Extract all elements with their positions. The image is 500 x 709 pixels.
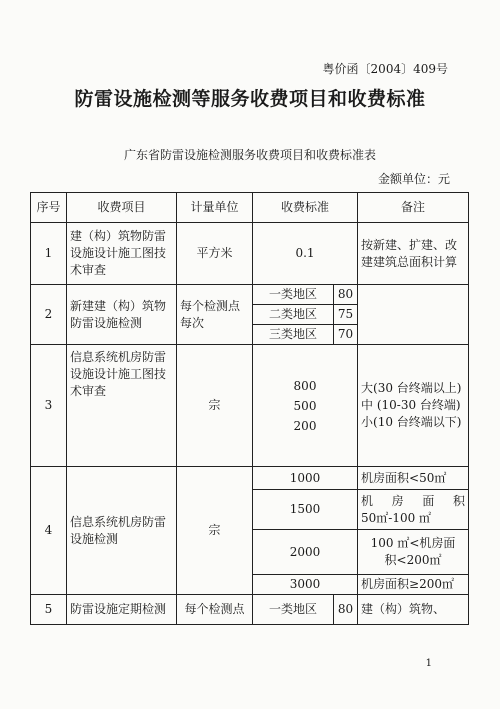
row-no: 2 bbox=[31, 285, 67, 345]
region-class-value: 75 bbox=[334, 305, 358, 325]
header-standard: 收费标准 bbox=[253, 193, 358, 223]
tier-value: 3000 bbox=[253, 575, 358, 595]
row-unit: 宗 bbox=[177, 345, 253, 467]
region-class-label: 一类地区 bbox=[253, 595, 334, 625]
region-class-value: 80 bbox=[334, 595, 358, 625]
row-no: 4 bbox=[31, 467, 67, 595]
row-item: 新建建（构）筑物防雷设施检测 bbox=[67, 285, 177, 345]
row-standard bbox=[253, 345, 358, 467]
row-standard: 0.1 bbox=[253, 223, 358, 285]
region-class-label: 二类地区 bbox=[253, 305, 334, 325]
row-unit: 平方米 bbox=[177, 223, 253, 285]
tier-value: 2000 bbox=[253, 530, 358, 575]
header-item: 收费项目 bbox=[67, 193, 177, 223]
page-number: 1 bbox=[425, 658, 432, 669]
standard-value: 200 bbox=[293, 418, 317, 433]
row-item: 建（构）筑物防雷设施设计施工图技术审查 bbox=[67, 223, 177, 285]
row-no: 1 bbox=[31, 223, 67, 285]
row-no: 3 bbox=[31, 345, 67, 467]
document-number: 粤价函〔2004〕409号 bbox=[322, 62, 448, 76]
tier-remark-line: 100 ㎡<机房面 bbox=[370, 536, 456, 550]
region-class-value: 80 bbox=[334, 285, 358, 305]
table-header-row bbox=[31, 193, 469, 223]
row-remark: 建（构）筑物、 bbox=[358, 595, 469, 625]
row-unit: 每个检测点 bbox=[177, 595, 253, 625]
row-remark bbox=[358, 285, 469, 345]
table-row bbox=[31, 345, 469, 467]
tier-remark-line: 50㎡-100 ㎡ bbox=[361, 510, 432, 525]
currency-unit-label: 金额单位：元 bbox=[377, 172, 450, 186]
row-remark: 按新建、扩建、改建建筑总面积计算 bbox=[358, 223, 469, 285]
row-item: 防雷设施定期检测 bbox=[67, 595, 177, 625]
row-unit: 宗 bbox=[177, 467, 253, 595]
row-no: 5 bbox=[31, 595, 67, 625]
standard-value: 800 bbox=[293, 378, 317, 393]
tier-remark bbox=[358, 530, 469, 575]
tier-remark-line: 机 房 面 积 bbox=[361, 493, 466, 508]
tier-value: 1000 bbox=[253, 467, 358, 490]
tier-remark: 机房面积<50㎡ bbox=[358, 467, 469, 490]
remark-line: 小(10 台终端以下) bbox=[361, 415, 462, 429]
row-remark bbox=[358, 345, 469, 467]
row-item: 信息系统机房防雷设施设计施工图技术审查 bbox=[67, 345, 177, 467]
table-row bbox=[31, 595, 469, 625]
table-title: 广东省防雷设施检测服务收费项目和收费标准表 bbox=[123, 148, 376, 162]
region-class-value: 70 bbox=[334, 325, 358, 345]
fee-standard-table bbox=[30, 192, 469, 625]
table-row bbox=[31, 285, 469, 305]
tier-value: 1500 bbox=[253, 490, 358, 530]
region-class-label: 一类地区 bbox=[253, 285, 334, 305]
region-class-label: 三类地区 bbox=[253, 325, 334, 345]
remark-line: 中 (10-30 台终端) bbox=[361, 398, 461, 412]
header-remark: 备注 bbox=[358, 193, 469, 223]
tier-remark: 机房面积≥200㎡ bbox=[358, 575, 469, 595]
document-title: 防雷设施检测等服务收费项目和收费标准 bbox=[74, 88, 426, 110]
tier-remark bbox=[358, 490, 469, 530]
header-unit: 计量单位 bbox=[177, 193, 253, 223]
header-no: 序号 bbox=[31, 193, 67, 223]
row-item: 信息系统机房防雷设施检测 bbox=[67, 467, 177, 595]
row-unit: 每个检测点每次 bbox=[177, 285, 253, 345]
tier-remark-line: 积<200㎡ bbox=[384, 553, 442, 567]
table-row bbox=[31, 467, 469, 490]
remark-line: 大(30 台终端以上) bbox=[361, 381, 462, 395]
table-row bbox=[31, 223, 469, 285]
standard-value: 500 bbox=[293, 398, 317, 413]
